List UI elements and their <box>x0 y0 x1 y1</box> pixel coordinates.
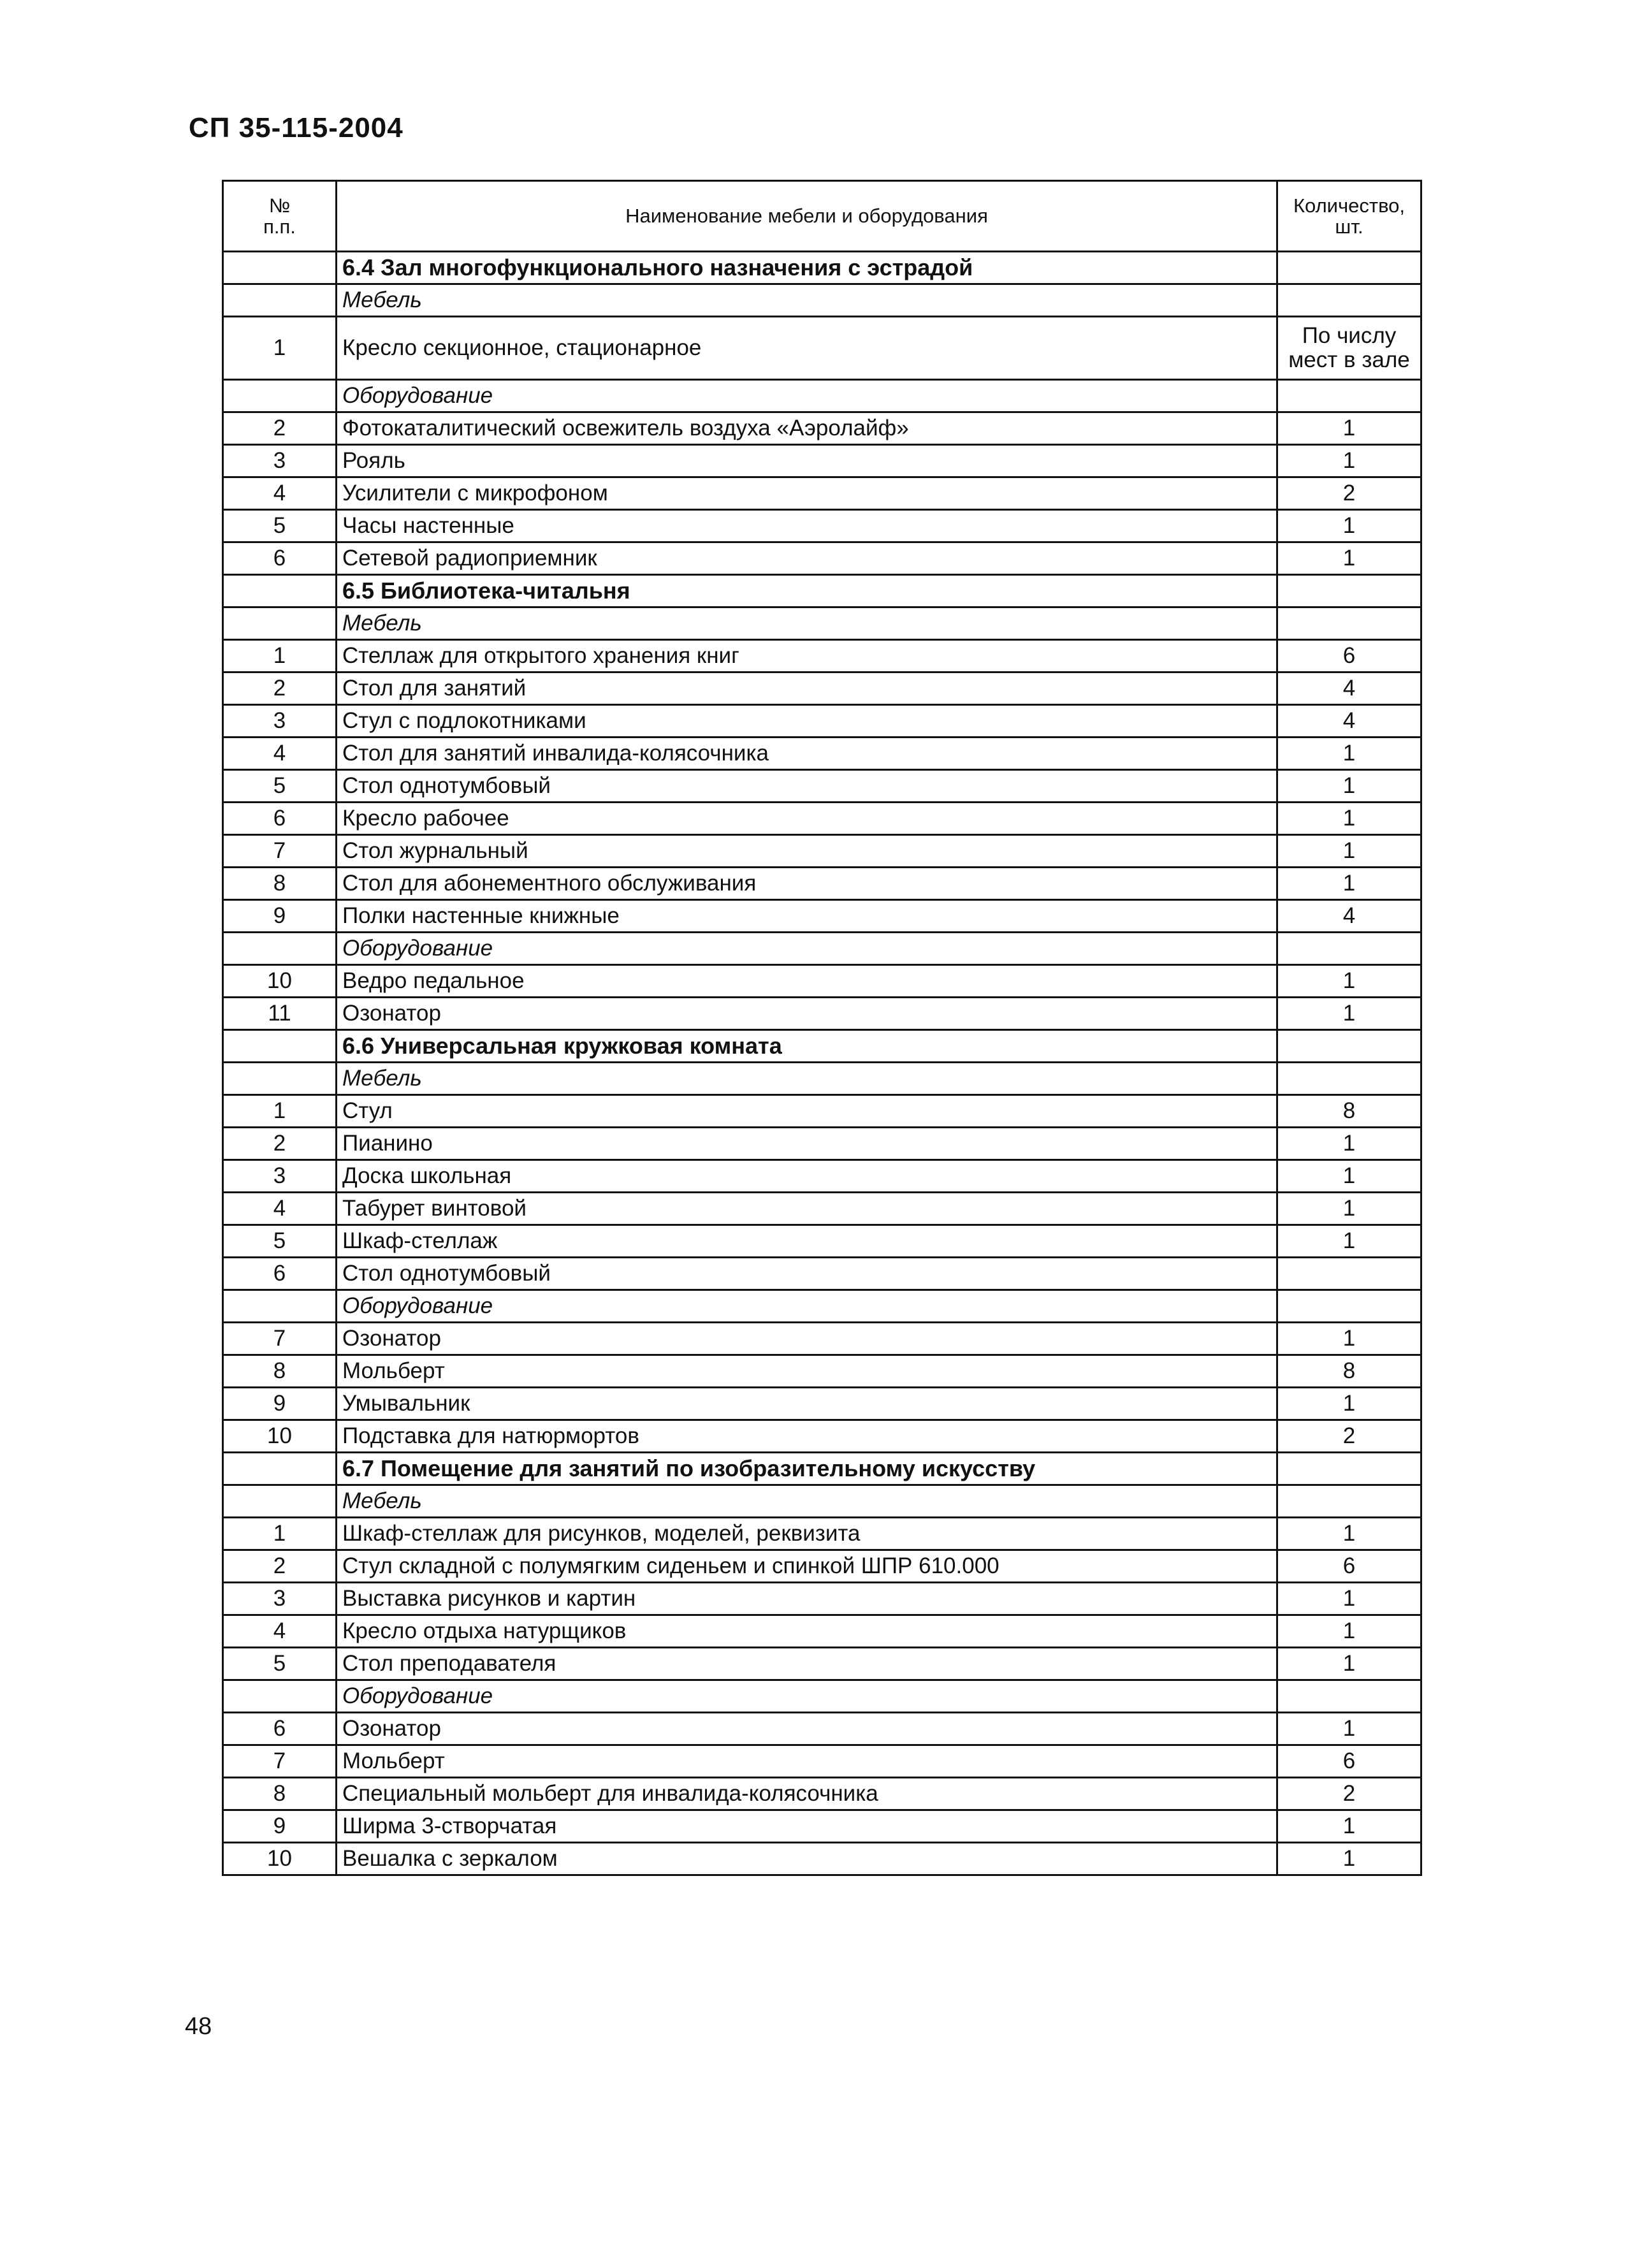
cell-number: 8 <box>223 868 337 900</box>
cell-quantity <box>1277 1258 1421 1290</box>
table-row <box>223 1745 1421 1778</box>
cell-number <box>223 380 337 412</box>
cell-name: Стол для абонементного обслуживания <box>337 868 1277 900</box>
cell-quantity: 8 <box>1277 1355 1421 1388</box>
table-row <box>223 1420 1421 1453</box>
cell-quantity <box>1277 933 1421 965</box>
group-heading-row <box>223 1063 1421 1095</box>
group-heading-row <box>223 1485 1421 1518</box>
cell-number: 4 <box>223 1193 337 1225</box>
cell-quantity: 1 <box>1277 542 1421 575</box>
cell-number <box>223 252 337 284</box>
cell-number: 4 <box>223 1615 337 1648</box>
cell-quantity: 1 <box>1277 1160 1421 1193</box>
table-row <box>223 445 1421 477</box>
cell-name: Озонатор <box>337 1713 1277 1745</box>
cell-number: 1 <box>223 317 337 380</box>
table-row <box>223 868 1421 900</box>
cell-quantity: 1 <box>1277 835 1421 868</box>
cell-name: Специальный мольберт для инвалида-колясочника <box>337 1778 1277 1810</box>
cell-number: 5 <box>223 1225 337 1258</box>
cell-name: Умывальник <box>337 1388 1277 1420</box>
cell-number: 2 <box>223 412 337 445</box>
cell-quantity: 2 <box>1277 1420 1421 1453</box>
table-row <box>223 770 1421 803</box>
table-row <box>223 317 1421 380</box>
cell-name: Сетевой радиоприемник <box>337 542 1277 575</box>
cell-name: Стол для занятий инвалида-колясочника <box>337 738 1277 770</box>
cell-number: 8 <box>223 1778 337 1810</box>
cell-number: 5 <box>223 770 337 803</box>
cell-quantity: 1 <box>1277 803 1421 835</box>
table-row <box>223 412 1421 445</box>
cell-quantity: 6 <box>1277 640 1421 672</box>
cell-number: 7 <box>223 1323 337 1355</box>
table-row <box>223 1355 1421 1388</box>
cell-quantity: 1 <box>1277 1843 1421 1875</box>
table-row <box>223 1615 1421 1648</box>
cell-name: Озонатор <box>337 998 1277 1030</box>
header-quantity: Количество, шт. <box>1277 181 1421 252</box>
cell-number: 1 <box>223 640 337 672</box>
table-row <box>223 835 1421 868</box>
cell-name: Выставка рисунков и картин <box>337 1583 1277 1615</box>
cell-quantity <box>1277 1485 1421 1518</box>
cell-name: Стол однотумбовый <box>337 770 1277 803</box>
cell-number <box>223 1453 337 1485</box>
cell-number: 4 <box>223 477 337 510</box>
group-heading-row <box>223 1290 1421 1323</box>
cell-number: 9 <box>223 900 337 933</box>
table-row <box>223 1518 1421 1550</box>
cell-name: Ширма 3-створчатая <box>337 1810 1277 1843</box>
cell-number <box>223 1290 337 1323</box>
table-row <box>223 1160 1421 1193</box>
cell-number: 3 <box>223 1160 337 1193</box>
header-name: Наименование мебели и оборудования <box>337 181 1277 252</box>
furniture-equipment-table <box>222 180 1422 1876</box>
document-code: СП 35-115-2004 <box>189 112 403 143</box>
table-row <box>223 965 1421 998</box>
cell-number <box>223 1485 337 1518</box>
table-row <box>223 1095 1421 1128</box>
cell-number: 10 <box>223 1420 337 1453</box>
cell-quantity <box>1277 252 1421 284</box>
cell-quantity <box>1277 380 1421 412</box>
cell-number: 3 <box>223 445 337 477</box>
table-row <box>223 1583 1421 1615</box>
group-title: Оборудование <box>337 933 1277 965</box>
table-body <box>223 252 1421 1875</box>
cell-name: Табурет винтовой <box>337 1193 1277 1225</box>
cell-name: Доска школьная <box>337 1160 1277 1193</box>
group-title: Оборудование <box>337 1290 1277 1323</box>
cell-quantity <box>1277 1680 1421 1713</box>
group-title: Оборудование <box>337 380 1277 412</box>
cell-quantity: 1 <box>1277 1128 1421 1160</box>
cell-number: 2 <box>223 1128 337 1160</box>
group-heading-row <box>223 380 1421 412</box>
cell-name: Стул с подлокотниками <box>337 705 1277 738</box>
page-number: 48 <box>185 2013 212 2040</box>
group-title: Мебель <box>337 1485 1277 1518</box>
cell-number: 11 <box>223 998 337 1030</box>
table-row <box>223 542 1421 575</box>
cell-quantity: 1 <box>1277 1615 1421 1648</box>
cell-quantity: 2 <box>1277 477 1421 510</box>
cell-number <box>223 1030 337 1063</box>
group-heading-row <box>223 933 1421 965</box>
cell-quantity <box>1277 1030 1421 1063</box>
cell-number: 6 <box>223 803 337 835</box>
cell-quantity: По числу мест в зале <box>1277 317 1421 380</box>
cell-quantity: 4 <box>1277 672 1421 705</box>
cell-number: 10 <box>223 965 337 998</box>
table-row <box>223 1128 1421 1160</box>
table-row <box>223 1323 1421 1355</box>
section-heading-row <box>223 1453 1421 1485</box>
group-title: Мебель <box>337 284 1277 317</box>
cell-quantity: 1 <box>1277 868 1421 900</box>
table-row <box>223 1810 1421 1843</box>
cell-name: Кресло секционное, стационарное <box>337 317 1277 380</box>
cell-quantity: 4 <box>1277 900 1421 933</box>
table-row <box>223 1258 1421 1290</box>
cell-number: 4 <box>223 738 337 770</box>
cell-quantity: 1 <box>1277 1323 1421 1355</box>
cell-quantity <box>1277 607 1421 640</box>
header-number: № п.п. <box>223 181 337 252</box>
cell-name: Рояль <box>337 445 1277 477</box>
cell-quantity <box>1277 284 1421 317</box>
table-row <box>223 1193 1421 1225</box>
cell-quantity: 4 <box>1277 705 1421 738</box>
cell-number: 2 <box>223 672 337 705</box>
cell-name: Мольберт <box>337 1355 1277 1388</box>
cell-number: 7 <box>223 1745 337 1778</box>
table-header-row <box>223 181 1421 252</box>
section-heading-row <box>223 1030 1421 1063</box>
cell-number <box>223 1680 337 1713</box>
cell-quantity: 1 <box>1277 412 1421 445</box>
table-row <box>223 1778 1421 1810</box>
table-row <box>223 1225 1421 1258</box>
table-row <box>223 900 1421 933</box>
cell-number <box>223 1063 337 1095</box>
cell-number <box>223 575 337 607</box>
section-title: 6.4 Зал многофункционального назначения с эстрадой <box>337 252 1277 284</box>
cell-quantity: 1 <box>1277 998 1421 1030</box>
group-heading-row <box>223 607 1421 640</box>
cell-name: Часы настенные <box>337 510 1277 542</box>
cell-number: 8 <box>223 1355 337 1388</box>
group-title: Мебель <box>337 607 1277 640</box>
group-title: Оборудование <box>337 1680 1277 1713</box>
cell-quantity: 1 <box>1277 1388 1421 1420</box>
cell-quantity: 6 <box>1277 1745 1421 1778</box>
table-row <box>223 1550 1421 1583</box>
section-heading-row <box>223 252 1421 284</box>
cell-number: 6 <box>223 1258 337 1290</box>
cell-quantity: 1 <box>1277 1583 1421 1615</box>
table-row <box>223 640 1421 672</box>
cell-quantity <box>1277 575 1421 607</box>
cell-quantity: 1 <box>1277 1225 1421 1258</box>
cell-quantity: 8 <box>1277 1095 1421 1128</box>
cell-name: Стол преподавателя <box>337 1648 1277 1680</box>
cell-name: Стеллаж для открытого хранения книг <box>337 640 1277 672</box>
cell-number <box>223 607 337 640</box>
table-row <box>223 738 1421 770</box>
section-title: 6.6 Универсальная кружковая комната <box>337 1030 1277 1063</box>
group-heading-row <box>223 1680 1421 1713</box>
cell-number: 5 <box>223 1648 337 1680</box>
cell-name: Полки настенные книжные <box>337 900 1277 933</box>
cell-number: 7 <box>223 835 337 868</box>
cell-number: 9 <box>223 1810 337 1843</box>
cell-quantity: 1 <box>1277 1648 1421 1680</box>
cell-name: Вешалка с зеркалом <box>337 1843 1277 1875</box>
cell-quantity: 6 <box>1277 1550 1421 1583</box>
cell-number: 3 <box>223 1583 337 1615</box>
cell-name: Стол журнальный <box>337 835 1277 868</box>
cell-quantity <box>1277 1290 1421 1323</box>
cell-name: Фотокаталитический освежитель воздуха «Аэролайф» <box>337 412 1277 445</box>
cell-name: Ведро педальное <box>337 965 1277 998</box>
group-title: Мебель <box>337 1063 1277 1095</box>
cell-name: Пианино <box>337 1128 1277 1160</box>
cell-quantity: 1 <box>1277 770 1421 803</box>
cell-number: 10 <box>223 1843 337 1875</box>
cell-name: Стул <box>337 1095 1277 1128</box>
cell-number: 6 <box>223 1713 337 1745</box>
table-row <box>223 705 1421 738</box>
table-row <box>223 477 1421 510</box>
table-row <box>223 998 1421 1030</box>
table-row <box>223 510 1421 542</box>
cell-name: Шкаф-стеллаж для рисунков, моделей, реквизита <box>337 1518 1277 1550</box>
cell-number <box>223 284 337 317</box>
cell-number: 1 <box>223 1518 337 1550</box>
cell-number: 6 <box>223 542 337 575</box>
cell-number <box>223 933 337 965</box>
cell-quantity: 1 <box>1277 1713 1421 1745</box>
cell-quantity: 1 <box>1277 738 1421 770</box>
table-row <box>223 803 1421 835</box>
cell-quantity: 1 <box>1277 1810 1421 1843</box>
cell-name: Стол однотумбовый <box>337 1258 1277 1290</box>
cell-quantity <box>1277 1453 1421 1485</box>
cell-number: 1 <box>223 1095 337 1128</box>
cell-number: 5 <box>223 510 337 542</box>
table-row <box>223 1843 1421 1875</box>
cell-name: Стол для занятий <box>337 672 1277 705</box>
cell-quantity <box>1277 1063 1421 1095</box>
cell-quantity: 1 <box>1277 1518 1421 1550</box>
cell-quantity: 2 <box>1277 1778 1421 1810</box>
cell-quantity: 1 <box>1277 510 1421 542</box>
cell-name: Кресло отдыха натурщиков <box>337 1615 1277 1648</box>
cell-name: Усилители с микрофоном <box>337 477 1277 510</box>
cell-name: Кресло рабочее <box>337 803 1277 835</box>
section-heading-row <box>223 575 1421 607</box>
cell-name: Шкаф-стеллаж <box>337 1225 1277 1258</box>
cell-number: 2 <box>223 1550 337 1583</box>
table-row <box>223 1713 1421 1745</box>
cell-name: Стул складной с полумягким сиденьем и спинкой ШПР 610.000 <box>337 1550 1277 1583</box>
cell-quantity: 1 <box>1277 445 1421 477</box>
cell-name: Подставка для натюрмортов <box>337 1420 1277 1453</box>
cell-number: 3 <box>223 705 337 738</box>
group-heading-row <box>223 284 1421 317</box>
cell-name: Озонатор <box>337 1323 1277 1355</box>
table-row <box>223 672 1421 705</box>
table-row <box>223 1388 1421 1420</box>
cell-number: 9 <box>223 1388 337 1420</box>
cell-name: Мольберт <box>337 1745 1277 1778</box>
cell-quantity: 1 <box>1277 965 1421 998</box>
cell-quantity: 1 <box>1277 1193 1421 1225</box>
section-title: 6.7 Помещение для занятий по изобразительному искусству <box>337 1453 1277 1485</box>
section-title: 6.5 Библиотека-читальня <box>337 575 1277 607</box>
table-row <box>223 1648 1421 1680</box>
